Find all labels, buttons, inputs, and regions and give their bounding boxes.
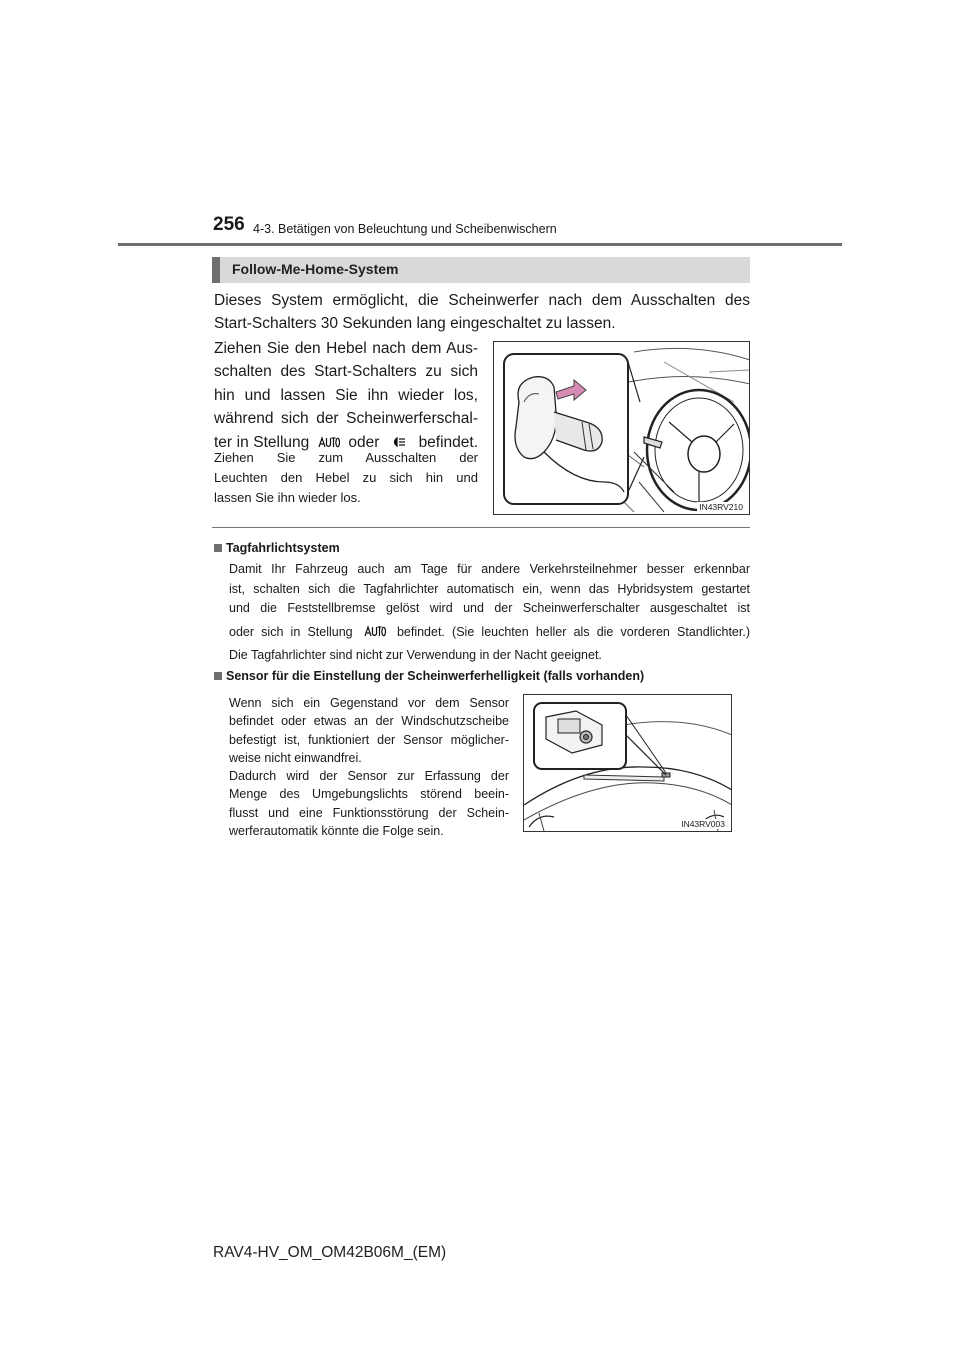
document-code: RAV4-HV_OM_OM42B06M_(EM) — [213, 1244, 447, 1261]
headlight-symbol-icon — [388, 436, 410, 448]
daytime-heading — [214, 541, 340, 555]
sensor-illustration — [523, 694, 732, 832]
sensor-heading-text: Sensor für die Einstellung der Scheinwerferhelligkeit (falls vorhanden) — [226, 669, 645, 683]
section-divider — [212, 527, 750, 528]
sensor-line-4: weise nicht einwandfrei. — [229, 750, 362, 765]
sensor-line-3: befestigt ist, funktioniert der Sensor möglicher- — [229, 732, 509, 747]
sensor-line-8: werferautomatik könnte die Folge sein. — [229, 824, 444, 839]
header-rule — [118, 243, 842, 246]
lever-drawing — [494, 342, 750, 515]
chapter-title: 4-3. Betätigen von Beleuchtung und Scheibenwischern — [253, 222, 557, 236]
daytime-heading-text: Tagfahrlichtsystem — [226, 541, 340, 555]
figure-1-code: IN43RV210 — [699, 502, 743, 512]
sensor-line-1: Wenn sich ein Gegenstand vor dem Sensor — [229, 696, 509, 710]
sensor-line-2: befindet oder etwas an der Windschutzscheibe — [229, 714, 509, 729]
intro-line-2: Start-Schalters 30 Sekunden lang eingeschaltet zu lassen. — [214, 315, 616, 332]
sensor-heading — [214, 669, 644, 683]
instruction-line-3: hin und lassen Sie ihn wieder los, — [214, 386, 478, 404]
daytime-line-1: Damit Ihr Fahrzeug auch am Tage für andere Verkehrsteilnehmer besser erkennbar — [229, 562, 750, 576]
intro-line-1: Dieses System ermöglicht, die Scheinwerfer nach dem Ausschalten des — [214, 292, 750, 309]
instruction-line-1: Ziehen Sie den Hebel nach dem Aus- — [214, 340, 478, 357]
daytime-line-4 — [229, 623, 750, 643]
note-line-1: Ziehen Sie zum Ausschalten der — [214, 450, 478, 465]
daytime-line-4-suffix: befindet. (Sie leuchten heller als die vorderen Standlichter.) — [396, 624, 750, 639]
note-line-2: Leuchten den Hebel zu sich hin und — [214, 470, 478, 485]
instruction-last-prefix: ter in Stellung — [214, 433, 310, 451]
sensor-line-5: Dadurch wird der Sensor zur Erfassung der — [229, 769, 509, 784]
sensor-line-7: flusst und eine Funktionsstörung der Schein- — [229, 805, 509, 820]
instruction-last-middle: oder — [348, 433, 380, 451]
off-note — [214, 448, 478, 508]
section-title: Follow-Me-Home-System — [232, 261, 399, 277]
daytime-line-5: Die Tagfahrlichter sind nicht zur Verwendung in der Nacht geeignet. — [229, 648, 602, 662]
daytime-line-3: und die Feststellbremse gelöst wird und der Scheinwerferschalter ausgeschaltet ist — [229, 601, 750, 615]
daytime-line-2: ist, schalten sich die Tagfahrlichter automatisch ein, wenn das Hybridsystem gestartet — [229, 581, 750, 596]
daytime-line-4-prefix: oder sich in Stellung — [229, 624, 353, 639]
note-line-3: lassen Sie ihn wieder los. — [214, 490, 361, 505]
page-number: 256 — [213, 214, 245, 235]
auto-light-symbol-icon — [318, 436, 340, 448]
auto-light-symbol-icon — [364, 625, 386, 637]
instruction-last-suffix: befindet. — [418, 433, 479, 451]
intro-paragraph — [214, 289, 750, 335]
daytime-paragraph — [229, 560, 750, 666]
section-heading-bar — [212, 257, 750, 283]
instruction-line-4: während sich der Scheinwerferschal- — [214, 410, 478, 428]
instruction-line-2: schalten des Start-Schalters zu sich — [214, 363, 478, 381]
lever-illustration — [493, 341, 750, 515]
instruction-paragraph — [214, 337, 478, 454]
sensor-line-6: Menge des Umgebungslichts störend beein- — [229, 787, 509, 802]
figure-2-code: IN43RV003 — [681, 819, 725, 829]
square-bullet-icon — [214, 672, 222, 680]
square-bullet-icon — [214, 544, 222, 552]
sensor-drawing — [524, 695, 732, 832]
sensor-paragraph — [229, 694, 509, 840]
